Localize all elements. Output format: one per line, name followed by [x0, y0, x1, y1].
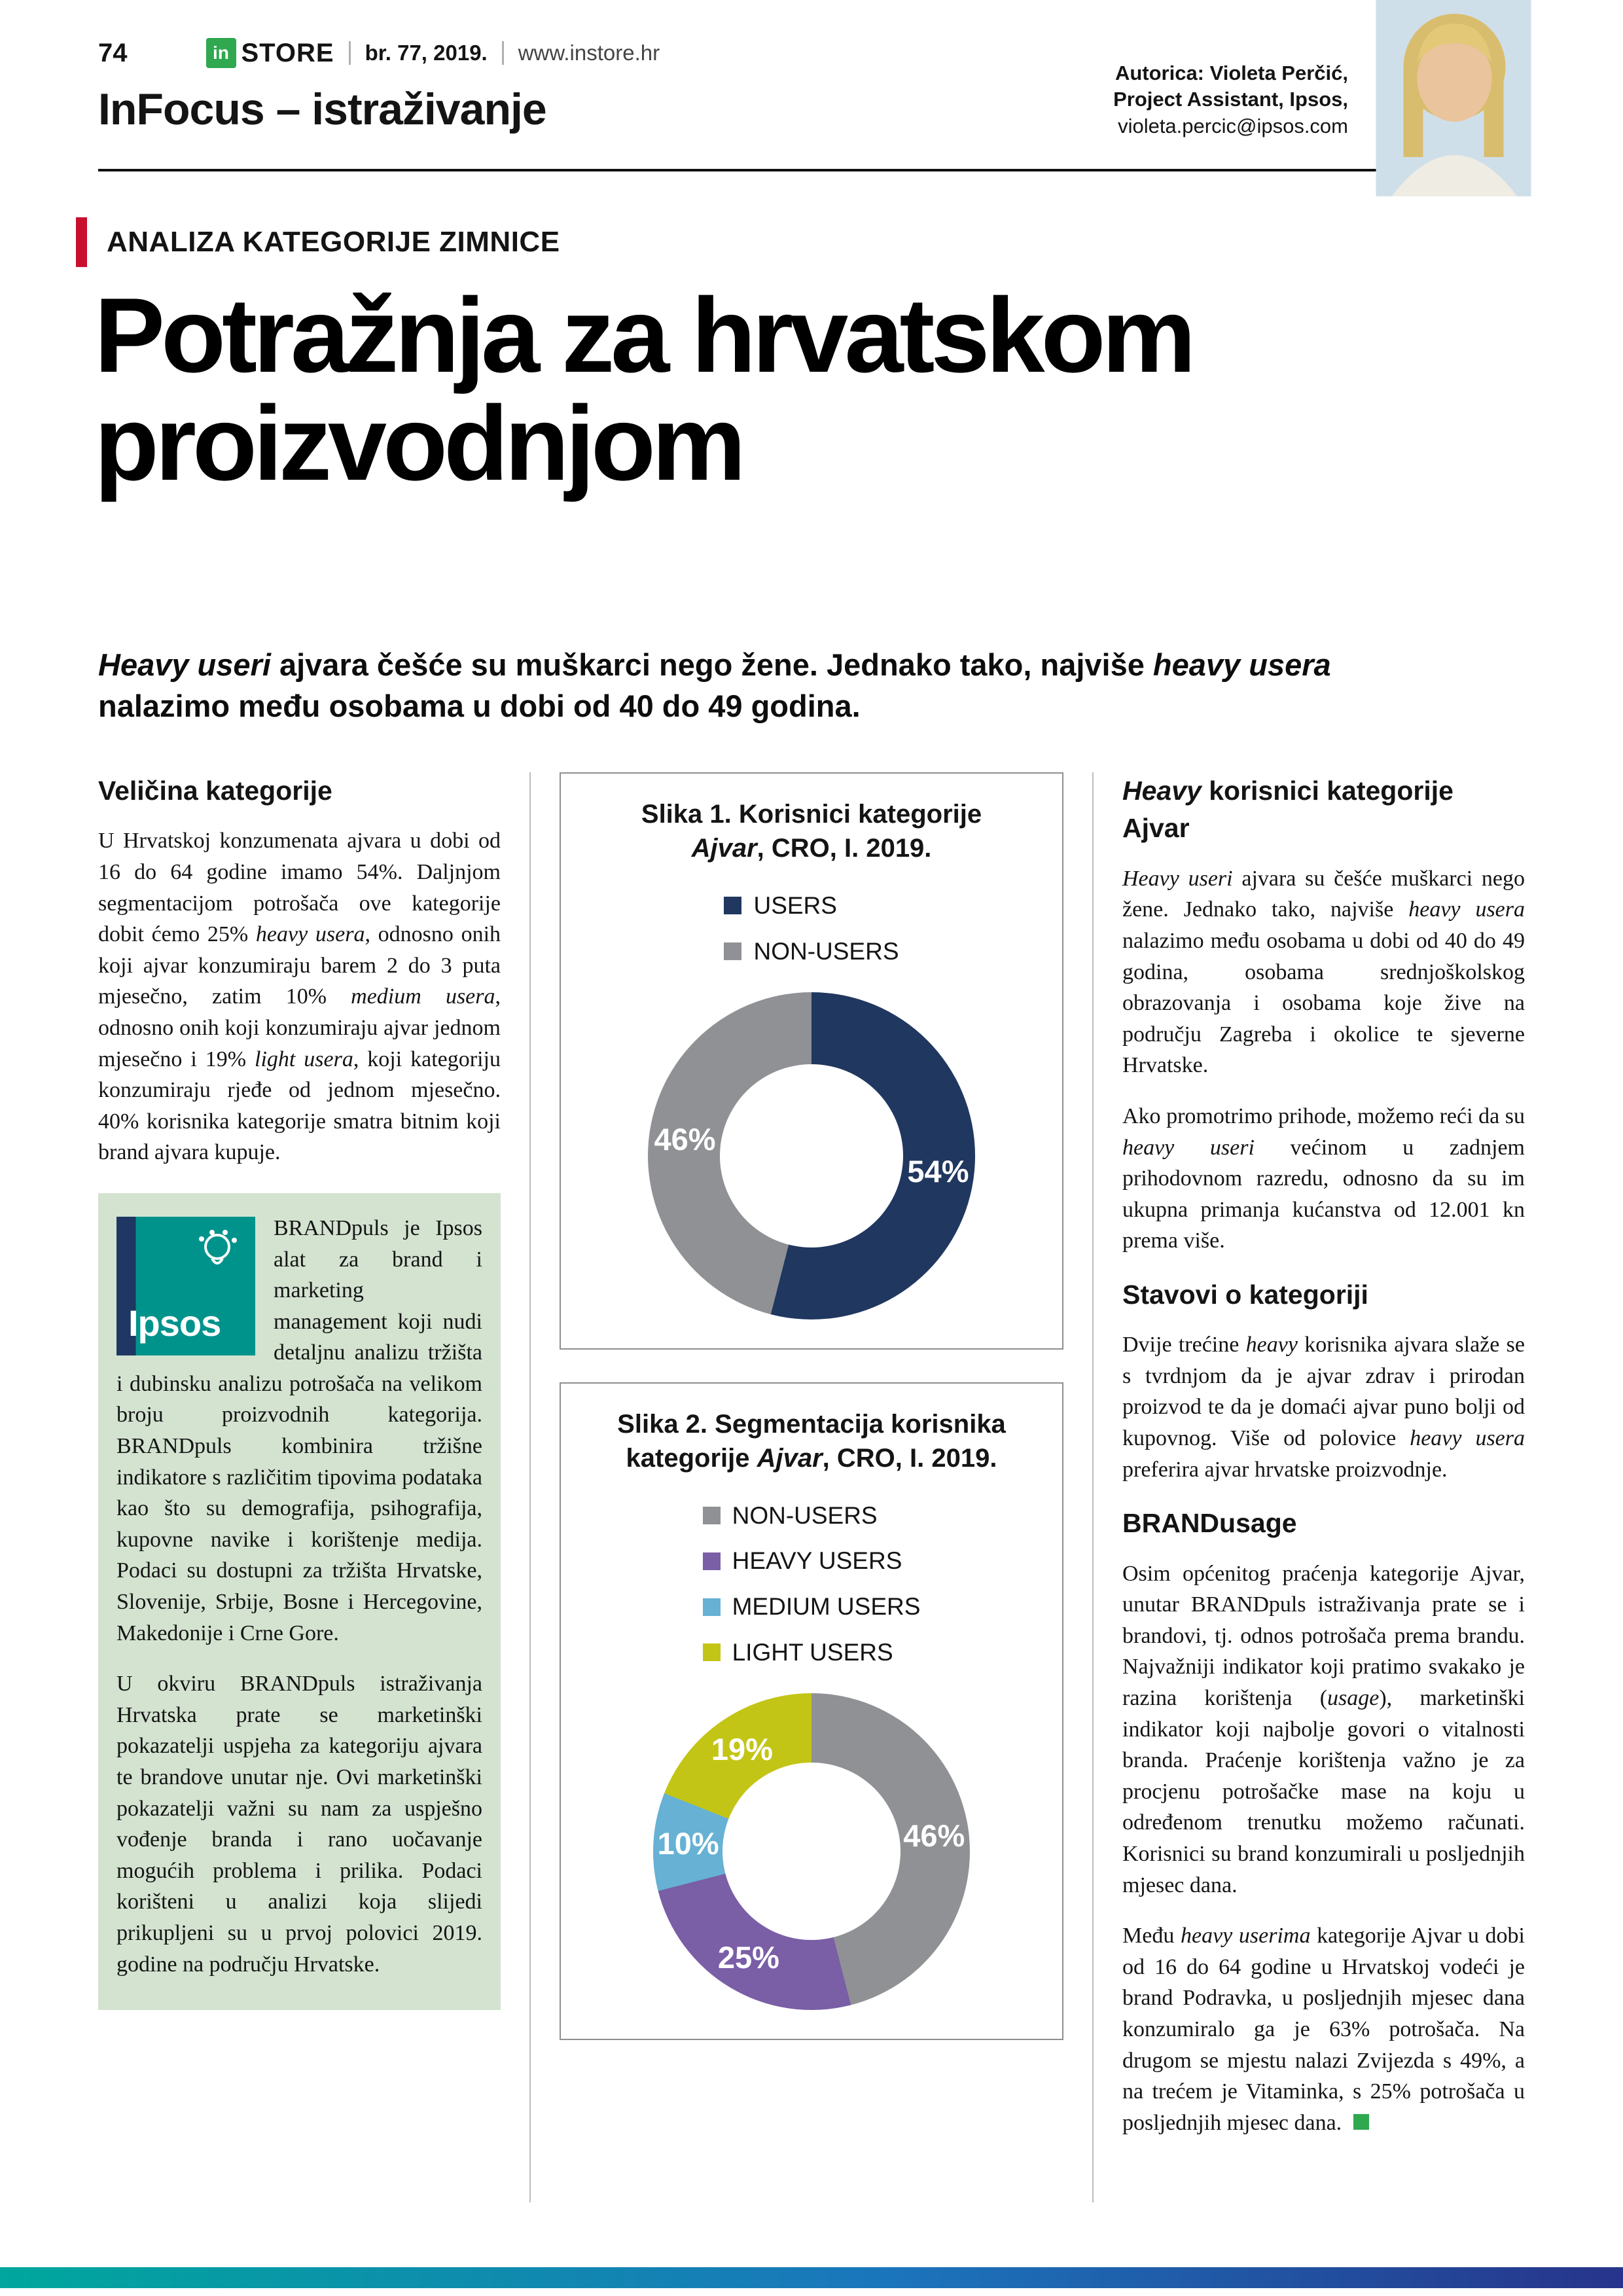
- figure1-legend: [724, 889, 899, 969]
- author-role: Project Assistant, Ipsos,: [1113, 88, 1348, 111]
- masthead-divider: [502, 41, 504, 65]
- right-paragraph-5: [1122, 1920, 1525, 2138]
- slice-label-medium-users: 10%: [657, 1826, 719, 1861]
- legend-label: USERS: [753, 892, 837, 919]
- legend-item-non-users: [724, 935, 899, 969]
- slice-label-non-users: 46%: [903, 1818, 965, 1854]
- figure2-box: [560, 1382, 1063, 2040]
- ipsos-face-icon: [194, 1229, 241, 1289]
- right-paragraph-4: Osim općenitog praćenja kategorije Ajvar, unutar BRANDpuls istraživanja prate se i brandovi, tj. odnos potrošača prema brandu. Najvažniji indikator koji pratimo svakako je razina korištenja (usage), marketinški indikator koji najbolje govori o vitalnosti branda. Praćenje korištenja važno je za procjenu potrošačke mase na koju u određenom trenutku možemo računati. Korisnici su brand konzumirali u posljednjih mjesec dana.: [1122, 1561, 1525, 1897]
- kicker-title: ANALIZA KATEGORIJE ZIMNICE: [107, 226, 560, 258]
- section-title: InFocus – istraživanje: [98, 84, 546, 134]
- legend-label: NON-USERS: [753, 937, 899, 965]
- slice-label-users: 54%: [907, 1154, 969, 1189]
- website-url: www.instore.hr: [518, 41, 660, 65]
- ipsos-logo-text: Ipsos: [128, 1302, 221, 1344]
- right-heading-2: Stavovi o kategoriji: [1122, 1279, 1368, 1310]
- legend-label: LIGHT USERS: [732, 1638, 893, 1666]
- donut-hole: [720, 1064, 903, 1247]
- right-paragraph-3: Dvije trećine heavy korisnika ajvara slaže se s tvrdnjom da je ajvar zdrav i prirodan proizvod te da je domaći ajvar puno bolji od kupovnog. Više od polovice heavy usera preferira ajvar hrvatske proizvodnje.: [1122, 1333, 1525, 1482]
- right-heading-3: BRANDusage: [1122, 1508, 1297, 1539]
- article-columns: [98, 772, 1525, 2202]
- slice-label-heavy-users: 25%: [717, 1940, 779, 1975]
- legend-item-users: [724, 889, 899, 923]
- instore-logo: [206, 38, 334, 68]
- article-title-line2: proizvodnjom: [94, 384, 742, 503]
- end-marker: [1353, 2114, 1369, 2130]
- brandpuls-paragraph-2: U okviru BRANDpuls istraživanja Hrvatska prate se marketinški pokazatelji uspjeha za kategoriju ajvara te brandove unutar nje. Ovi marketinški pokazatelji važni su nam za uspješno vođenje branda i rano uočavanje mogućih problema i prilika. Podaci korišteni u analizi koja slijedi prikupljeni su u prvoj polovici 2019. godine na području Hrvatske.: [116, 1672, 482, 1977]
- right-paragraph-1: Heavy useri ajvara su češće muškarci nego žene. Jednako tako, najviše heavy usera nalazimo među osobama u dobi od 40 do 49 godina, osobama srednjoškolskog obrazovanja i osobama koje žive na području Zagreba i okolice te sjeverne Hrvatske.: [1122, 866, 1525, 1078]
- donut-hole: [722, 1763, 900, 1940]
- left-column-heading: Veličina kategorije: [98, 776, 332, 806]
- masthead-divider: [349, 41, 351, 65]
- header-rule: [98, 169, 1525, 171]
- brandpuls-paragraph-1: BRANDpuls je Ipsos alat za brand i marketing management koji nudi detaljnu analizu tržišta i dubinsku analizu potrošača na velikom broju proizvodnih kategorija. BRANDpuls kombinira tržišne indikatore s različitim tipovima podataka kao što su demografija, psihografija, kupovne navike i korištenje medija. Podaci su dostupni za tržišta Hrvatske, Slovenije, Srbije, Bosne i Hercegovine, Makedonije i Crne Gore.: [116, 1215, 482, 1645]
- light-users-swatch: [703, 1643, 721, 1661]
- legend-label: MEDIUM USERS: [732, 1593, 921, 1621]
- author-photo: [1376, 0, 1531, 196]
- brandpuls-box: [98, 1193, 501, 2010]
- right-column: [1094, 772, 1525, 2202]
- non-users-swatch: [703, 1507, 721, 1524]
- article-title-line1: Potražnja za hrvatskom: [94, 276, 1192, 395]
- logo-in-badge: in: [206, 38, 236, 68]
- figure2-donut-chart: [653, 1693, 970, 2010]
- footer-bar: [0, 2267, 1623, 2288]
- left-paragraph-1: U Hrvatskoj konzumenata ajvara u dobi od 16 do 64 godine imamo 54%. Daljnjom segmentacijom potrošača ove kategorije dobit ćemo 25% heavy usera, odnosno onih koji ajvar konzumiraju barem 2 do 3 puta mjesečno, zatim 10% medium usera, odnosno onih koji konzumiraju ajvar jednom mjesečno i 19% light usera, koji kategoriju konzumiraju rjeđe od jednom mjesečno. 40% korisnika kategorije smatra bitnim koji brand ajvara kupuje.: [98, 829, 501, 1165]
- left-column: [98, 772, 529, 2202]
- author-email: violeta.percic@ipsos.com: [1118, 114, 1348, 137]
- users-swatch: [724, 897, 741, 914]
- legend-item-light-users: [703, 1636, 921, 1670]
- non-users-swatch: [724, 942, 741, 960]
- figure2-title: Slika 2. Segmentacija korisnika kategorije Ajvar, CRO, I. 2019.: [617, 1409, 1006, 1473]
- legend-label: HEAVY USERS: [732, 1547, 902, 1575]
- ipsos-logo: [116, 1217, 255, 1355]
- medium-users-swatch: [703, 1598, 721, 1616]
- page-number: 74: [98, 38, 128, 67]
- legend-label: NON-USERS: [732, 1501, 878, 1529]
- slice-label-light-users: 19%: [711, 1731, 773, 1767]
- legend-item-medium-users: [703, 1590, 921, 1624]
- kicker-bar: [76, 217, 87, 267]
- issue-number: br. 77, 2019.: [365, 41, 488, 65]
- heavy-users-swatch: [703, 1552, 721, 1570]
- right-paragraph-2: Ako promotrimo prihode, možemo reći da su heavy useri većinom u zadnjem prihodovnom razredu, odnosno da su im ukupna primanja kućanstva od 12.001 kn prema više.: [1122, 1103, 1525, 1253]
- legend-item-heavy-users: [703, 1544, 921, 1578]
- right-heading-1: Heavy korisnici kategorije Ajvar: [1122, 776, 1454, 844]
- right-paragraph-5-text: Među heavy userima kategorije Ajvar u dobi od 16 do 64 godine u Hrvatskoj vodeći je brand Podravka, u posljednjih mjesec dana konzumiralo ga je 63% potrošača. Na drugom se mjestu nalazi Zvijezda s 49%, a na trećem je Vitaminka, s 25% potrošača u posljednjih mjesec dana.: [1122, 1924, 1525, 2135]
- kicker: [76, 217, 560, 267]
- article-title: [94, 276, 1192, 503]
- article-lead: Heavy useri ajvara češće su muškarci nego žene. Jednako tako, najviše heavy usera nalazimo među osobama u dobi od 40 do 49 godina.: [98, 647, 1331, 723]
- figure1-donut-chart: [648, 992, 975, 1319]
- figure1-title: Slika 1. Korisnici kategorije Ajvar, CRO, I. 2019.: [641, 800, 982, 863]
- author-name: Autorica: Violeta Perčić,: [1115, 62, 1348, 84]
- logo-store-text: STORE: [241, 38, 334, 67]
- author-block: [1113, 60, 1348, 139]
- figures-column: [529, 772, 1094, 2202]
- slice-label-non-users: 46%: [654, 1122, 716, 1157]
- figure1-box: [560, 772, 1063, 1350]
- figure2-legend: [703, 1499, 921, 1670]
- legend-item-non-users: [703, 1499, 921, 1533]
